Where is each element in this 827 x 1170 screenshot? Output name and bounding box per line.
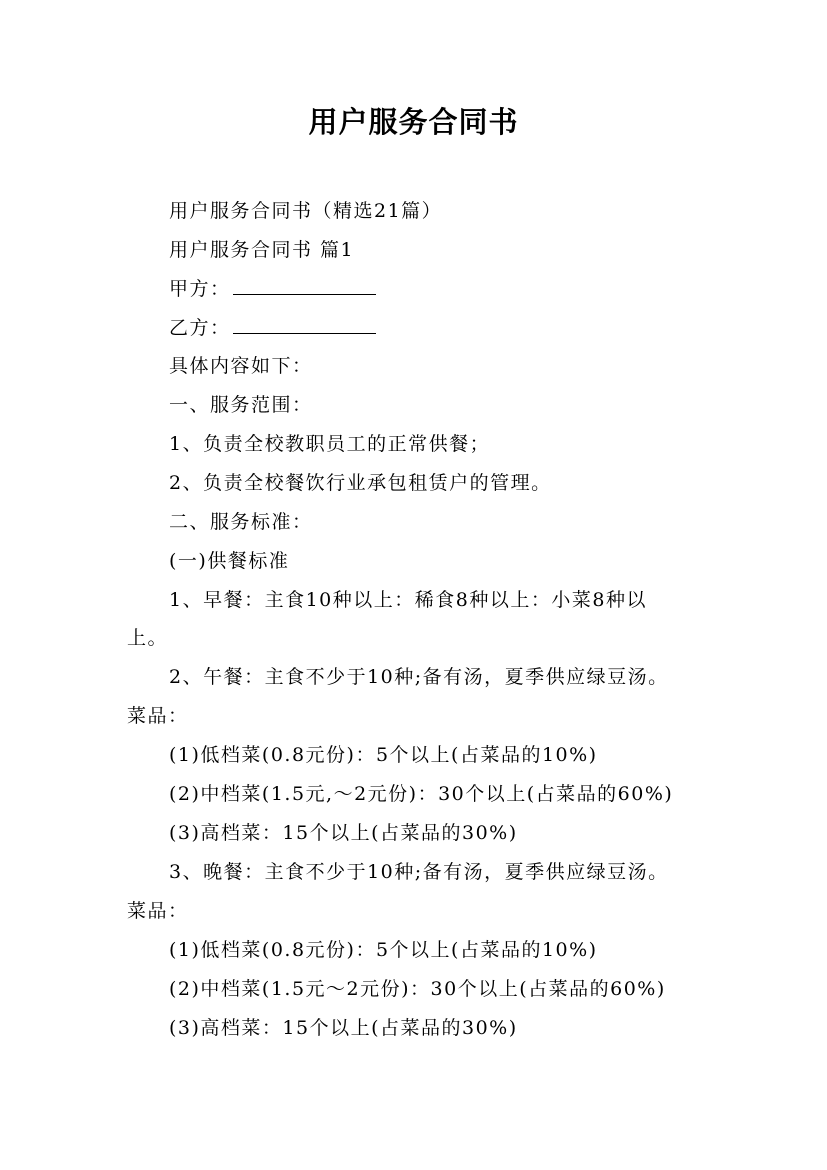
paragraph-line: 2、午餐：主食不少于10种;备有汤，夏季供应绿豆汤。 [169, 666, 669, 688]
paragraph-line: 2、负责全校餐饮行业承包租赁户的管理。 [169, 472, 552, 494]
party-a-line [169, 276, 376, 302]
paragraph-line: (一)供餐标准 [169, 550, 290, 572]
paragraph-line: 上。 [127, 627, 169, 649]
paragraph-line: (2)中档菜(1.5元～2元份)：30个以上(占菜品的60%) [169, 978, 666, 1000]
party-b-label: 乙方： [169, 317, 231, 339]
subtitle-line: 用户服务合同书（精选21篇） [169, 200, 443, 222]
party-a-label: 甲方： [169, 278, 231, 300]
paragraph-line: 二、服务标准： [169, 511, 313, 533]
paragraph-line: (1)低档菜(0.8元份)：5个以上(占菜品的10%) [169, 939, 598, 961]
paragraph-line: (3)高档菜：15个以上(占菜品的30%) [169, 822, 518, 844]
section-heading: 用户服务合同书 篇1 [169, 239, 355, 261]
paragraph-line: (3)高档菜：15个以上(占菜品的30%) [169, 1017, 518, 1039]
paragraph-line: 菜品： [127, 900, 189, 922]
paragraph-line: 一、服务范围： [169, 394, 313, 416]
party-a-blank [233, 276, 376, 295]
paragraph-line: 具体内容如下： [169, 355, 313, 377]
party-b-blank [233, 315, 376, 334]
paragraph-line: 1、早餐：主食10种以上：稀食8种以上：小菜8种以 [169, 589, 647, 611]
party-b-line [169, 315, 376, 341]
paragraph-line: 1、负责全校教职员工的正常供餐； [169, 433, 491, 455]
document-title: 用户服务合同书 [308, 105, 519, 139]
paragraph-line: (1)低档菜(0.8元份)：5个以上(占菜品的10%) [169, 744, 598, 766]
paragraph-line: 菜品： [127, 705, 189, 727]
paragraph-line: (2)中档菜(1.5元,～2元份)：30个以上(占菜品的60%) [169, 783, 674, 805]
paragraph-line: 3、晚餐：主食不少于10种;备有汤，夏季供应绿豆汤。 [169, 861, 669, 883]
